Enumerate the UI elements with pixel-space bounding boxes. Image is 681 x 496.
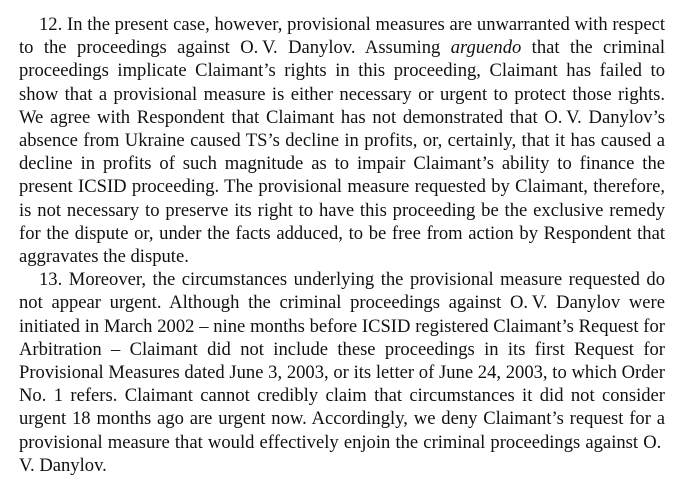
paragraph-12 [19,13,665,268]
italic-term: arguendo [450,37,522,59]
paragraph-13 [19,268,665,477]
paragraph-number: 12. [39,14,63,35]
paragraph-text: that the criminal proceedings implicate Claimant’s rights in this proceeding, Claimant has failed to show that a provisional measure is either necessary or urgent to protect those rights. We agree with Respondent that Claimant has not demonstrated that O. V. Danylov’s absence from Ukraine caused TS’s decline in profits, or, certainly, that it has caused a decline in profits of such magnitude as to impair Claimant’s ability to finance the present ICSID proceeding. The provisional measure requested by Claimant, therefore, is not necessary to preserve its right to have this proceeding be the exclusive remedy for the dispute or, under the facts adduced, to be free from action by Respondent that aggravates the dispute. [19,37,665,268]
paragraph-number: 13. [39,269,63,291]
paragraph-text: In the present case, however, provisional measures are unwarranted with respect to the proceedings against O. V. Danylov. Assuming [19,14,665,59]
paragraph-text: Moreover, the circumstances underlying the provisional measure requested do not appear urgent. Although the criminal proceedings against O. V. Danylov were initiated in March 2002 – nine months before ICSID registered Claimant’s Request for Arbitration – Claimant did not include these proceedings in its first Request for Provisional Measures dated June 3, 2003, or its letter of June 24, 2003, to which Order No. 1 refers. Claimant cannot credibly claim that circumstances it did not consider urgent 18 months ago are urgent now. Accordingly, we deny Claimant’s request for a provisional measure that would effectively enjoin the criminal proceedings against O. V. Danylov. [19,269,665,476]
document-page [19,13,665,477]
